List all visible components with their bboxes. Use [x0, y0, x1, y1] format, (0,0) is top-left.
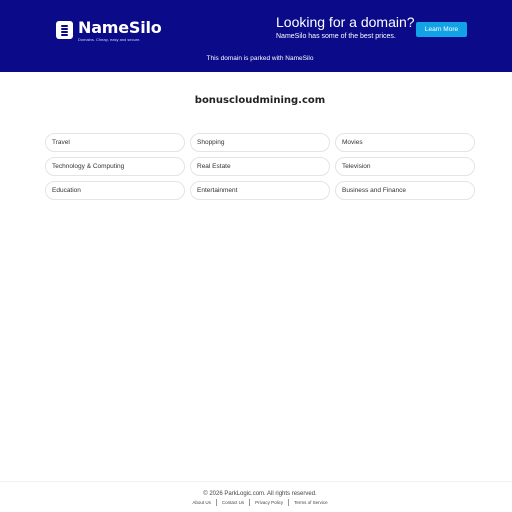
category-link-technology[interactable]: Technology & Computing: [45, 157, 185, 176]
privacy-policy-link[interactable]: Privacy Policy: [255, 500, 284, 505]
logo-name: NameSilo: [78, 18, 162, 37]
copyright-text: © 2026 ParkLogic.com. All rights reserved.: [203, 491, 317, 497]
category-link-travel[interactable]: Travel: [45, 133, 185, 152]
footer-links: [0, 499, 512, 506]
header-banner: [0, 0, 512, 72]
category-link-shopping[interactable]: Shopping: [190, 133, 330, 152]
learn-more-button[interactable]: Learn More: [416, 22, 467, 37]
domain-title: bonuscloudmining.com: [194, 95, 326, 106]
logo-text: [78, 20, 162, 42]
contact-us-link[interactable]: Contact Us: [221, 500, 245, 505]
category-grid: [45, 133, 474, 200]
footer-divider: [0, 481, 512, 482]
about-us-link[interactable]: About Us: [192, 500, 211, 505]
namesilo-logo[interactable]: [56, 20, 162, 42]
category-link-education[interactable]: Education: [45, 181, 185, 200]
category-link-television[interactable]: Television: [335, 157, 475, 176]
category-link-business-finance[interactable]: Business and Finance: [335, 181, 475, 200]
category-link-entertainment[interactable]: Entertainment: [190, 181, 330, 200]
server-icon: [56, 21, 73, 39]
category-link-real-estate[interactable]: Real Estate: [190, 157, 330, 176]
promo-subtitle: NameSilo has some of the best prices.: [276, 33, 396, 40]
logo-tagline: Domains. Cheap, easy and secure.: [78, 37, 141, 42]
parked-notice: This domain is parked with NameSilo: [206, 55, 314, 62]
terms-of-service-link[interactable]: Terms of Service: [294, 500, 328, 505]
promo-title: Looking for a domain?: [276, 14, 415, 30]
category-link-movies[interactable]: Movies: [335, 133, 475, 152]
